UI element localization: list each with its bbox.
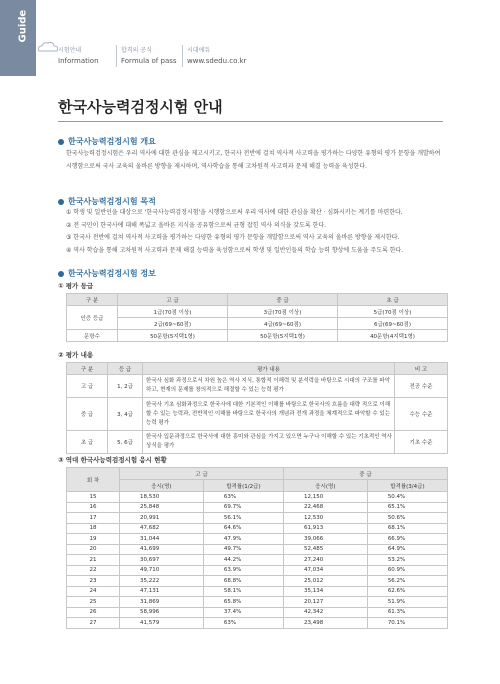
table-cell: 문항수 [67, 330, 118, 342]
page-title: 한국사능력검정시험 안내 [58, 98, 223, 116]
content-table-title: ② 평가 내용 [58, 351, 94, 359]
table-cell: 15 [67, 492, 120, 503]
table-cell: 35,134 [283, 586, 367, 597]
header-value: www.sdedu.co.kr [187, 57, 247, 65]
table-row [67, 607, 448, 618]
table-header: 중 급 [228, 294, 338, 306]
table-cell: 21 [67, 555, 120, 566]
table-row [67, 330, 448, 342]
side-tab-label: Guide [17, 9, 29, 43]
purpose-item: ③ 한국사 전반에 걸쳐 역사적 사고력을 평가하는 다양한 유형의 평가 문항을 개발함으로써 역사 교육의 올바른 방향을 제시한다. [66, 234, 400, 242]
table-cell: 56.2% [367, 576, 447, 587]
table-row [67, 555, 448, 566]
table-header: 등 급 [108, 363, 143, 375]
table-cell: 50.6% [367, 513, 447, 524]
table-cell: 41,579 [120, 618, 204, 629]
table-cell: 27,240 [283, 555, 367, 566]
side-tab [0, 0, 36, 76]
table-header: 구 분 [67, 363, 108, 375]
table-cell: 49,710 [120, 565, 204, 576]
table-cell: 중 급 [67, 398, 108, 431]
grade-table-title: ① 평가 등급 [58, 282, 94, 290]
table-cell: 52,485 [283, 544, 367, 555]
table-row [67, 618, 448, 629]
table-cell: 31,869 [120, 597, 204, 608]
table-row [67, 534, 448, 545]
table-cell: 47,682 [120, 523, 204, 534]
table-cell: 68.8% [203, 576, 283, 587]
table-cell: 39,066 [283, 534, 367, 545]
table-cell: 18 [67, 523, 120, 534]
cloud-ornament-icon [36, 40, 60, 56]
table-cell: 63% [203, 618, 283, 629]
table-header: 합격률(1/2급) [203, 480, 283, 492]
section-heading-text: 한국사능력검정시험 개요 [68, 137, 156, 146]
table-cell: 3, 4급 [108, 398, 143, 431]
table-cell: 5급(70점 이상) [338, 306, 448, 318]
table-row [67, 306, 448, 318]
table-cell: 20,991 [120, 513, 204, 524]
table-cell: 16 [67, 502, 120, 513]
header-key: 시대에듀 [187, 47, 211, 54]
table-cell: 6급(69~60점) [338, 318, 448, 330]
table-cell: 35,222 [120, 576, 204, 587]
table-cell: 20,127 [283, 597, 367, 608]
table-row [67, 375, 448, 398]
table-cell: 61,913 [283, 523, 367, 534]
table-cell: 기초 수준 [395, 431, 448, 454]
table-header: 평가 내용 [143, 363, 395, 375]
table-cell: 40문항(4지택1형) [338, 330, 448, 342]
table-cell: 25,012 [283, 576, 367, 587]
table-cell: 25 [67, 597, 120, 608]
table-cell: 2급(69~60점) [118, 318, 228, 330]
table-cell: 47,034 [283, 565, 367, 576]
table-row [67, 398, 448, 431]
table-row [67, 576, 448, 587]
bullet-icon [58, 199, 64, 205]
section-heading-text: 한국사능력검정시험 목적 [68, 197, 156, 206]
purpose-item: ① 학생 및 일반인을 대상으로 '한국사능력검정시험'을 시행함으로써 우리 역사에 대한 관심을 확산 · 심화시키는 계기를 마련한다. [66, 209, 403, 216]
table-cell: 30,697 [120, 555, 204, 566]
table-row [67, 492, 448, 503]
header-item-formula [116, 45, 177, 67]
table-cell: 44.2% [203, 555, 283, 566]
table-cell: 25,848 [120, 502, 204, 513]
table-header: 고 급 [120, 468, 284, 480]
purpose-item: ② 전 국민이 한국사에 대해 폭넓고 올바른 지식을 공유함으로써 균형 잡힌 역사 의식을 갖도록 한다. [66, 221, 327, 229]
section-overview-heading [58, 136, 156, 147]
table-cell: 4급(69~60점) [228, 318, 338, 330]
purpose-list [66, 207, 448, 257]
bullet-icon [58, 271, 64, 277]
table-header: 응시(명) [283, 480, 367, 492]
table-cell: 53.2% [367, 555, 447, 566]
table-cell: 고 급 [67, 375, 108, 398]
table-cell: 49.7% [203, 544, 283, 555]
table-cell: 12,150 [283, 492, 367, 503]
table-cell: 23,498 [283, 618, 367, 629]
content-table [66, 362, 448, 454]
table-row [67, 318, 448, 330]
section-heading-text: 한국사능력검정시험 정보 [68, 269, 156, 278]
table-cell: 47.9% [203, 534, 283, 545]
table-cell: 37.4% [203, 607, 283, 618]
table-cell: 60.9% [367, 565, 447, 576]
table-cell: 42,342 [283, 607, 367, 618]
header-key: 시험안내 [58, 47, 82, 54]
table-cell: 12,530 [283, 513, 367, 524]
page-header [58, 45, 468, 67]
table-cell: 한국사 기초 심화과정으로 한국사에 대한 기본적인 이해를 바탕으로 한국사의 흐름을 대략 적으로 이해할 수 있는 능력과, 전반적인 이해를 바탕으로 한국사의 개념과 전개 과정을 체계적으로 파악할 수 있는 능력 평가 [143, 398, 395, 431]
table-header: 합격률(3/4급) [367, 480, 447, 492]
table-cell: 23 [67, 576, 120, 587]
table-cell: 50문항(5지택1형) [118, 330, 228, 342]
table-cell: 47,131 [120, 586, 204, 597]
grade-table [66, 293, 448, 342]
table-cell: 51.9% [367, 597, 447, 608]
header-value: Information [58, 57, 99, 65]
table-cell: 22,468 [283, 502, 367, 513]
section-info-heading [58, 268, 156, 279]
table-cell: 61.3% [367, 607, 447, 618]
table-cell: 62.6% [367, 586, 447, 597]
table-cell: 50.4% [367, 492, 447, 503]
table-cell: 1, 2급 [108, 375, 143, 398]
table-cell: 22 [67, 565, 120, 576]
table-header: 비 고 [395, 363, 448, 375]
table-cell: 65.1% [367, 502, 447, 513]
table-cell: 24 [67, 586, 120, 597]
table-cell: 63% [203, 492, 283, 503]
table-cell: 69.7% [203, 502, 283, 513]
table-cell: 3급(70점 이상) [228, 306, 338, 318]
header-item-info [58, 45, 99, 67]
table-cell: 1급(70점 이상) [118, 306, 228, 318]
table-header: 응시(명) [120, 480, 204, 492]
header-key: 합격의 공식 [121, 47, 152, 54]
header-item-site [182, 45, 246, 67]
table-cell: 58.1% [203, 586, 283, 597]
table-cell: 17 [67, 513, 120, 524]
section-purpose-heading [58, 196, 156, 207]
table-row [67, 431, 448, 454]
header-value: Formula of pass [121, 57, 177, 65]
table-row [67, 544, 448, 555]
table-cell: 전공 수준 [395, 375, 448, 398]
table-row [67, 513, 448, 524]
table-cell: 인증 등급 [67, 306, 118, 330]
table-row [67, 523, 448, 534]
table-cell: 31,044 [120, 534, 204, 545]
table-cell: 65.8% [203, 597, 283, 608]
table-row [67, 597, 448, 608]
overview-text: 한국사능력검정시험은 우리 역사에 대한 관심을 제고시키고, 한국사 전반에 걸쳐 역사적 사고력을 평가하는 다양한 유형의 평가 문항을 개발하여 시행함으로써 국사 교육의 올바른 방향을 제시하며, 역사학습을 통해 고차원적 사고력과 문제 해결 능력을 육성한다. [66, 150, 441, 170]
table-header: 고 급 [118, 294, 228, 306]
table-header: 중 급 [283, 468, 447, 480]
table-cell: 26 [67, 607, 120, 618]
table-row [67, 565, 448, 576]
bullet-icon [58, 139, 64, 145]
table-cell: 20 [67, 544, 120, 555]
table-row [67, 502, 448, 513]
table-cell: 27 [67, 618, 120, 629]
table-cell: 41,699 [120, 544, 204, 555]
table-cell: 64.9% [367, 544, 447, 555]
table-cell: 19 [67, 534, 120, 545]
table-cell: 50문항(5지택1형) [228, 330, 338, 342]
table-row [67, 586, 448, 597]
table-cell: 66.9% [367, 534, 447, 545]
table-header: 회 차 [67, 468, 120, 492]
table-cell: 한국사 심화 과정으로서 차원 높은 역사 지식, 통합적 이해력 및 분석력을 바탕으로 시대의 구조를 파악하고, 현재의 문제를 창의적으로 해결할 수 있는 능력 평가 [143, 375, 395, 398]
purpose-item: ④ 역사 학습을 통해 고차원적 사고력과 문제 해결 능력을 육성함으로써 학생 및 일반인들의 학습 능력 향상에 도움을 주도록 한다. [66, 246, 404, 254]
table-cell: 초 급 [67, 431, 108, 454]
table-cell: 70.1% [367, 618, 447, 629]
table-cell: 56.1% [203, 513, 283, 524]
table-cell: 68.1% [367, 523, 447, 534]
table-cell: 63.9% [203, 565, 283, 576]
title-rule [58, 121, 443, 122]
table-cell: 5, 6급 [108, 431, 143, 454]
pass-table-title: ③ 역대 한국사능력검정시험 응시 현황 [58, 456, 167, 464]
pass-table [66, 467, 448, 629]
table-header: 초 급 [338, 294, 448, 306]
table-cell: 64.6% [203, 523, 283, 534]
table-header: 구 분 [67, 294, 118, 306]
table-cell: 수능 수준 [395, 398, 448, 431]
table-cell: 58,996 [120, 607, 204, 618]
table-cell: 한국사 입문과정으로 한국사에 대한 흥미와 관심을 가지고 있으면 누구나 이해할 수 있는 기초적인 역사 상식을 평가 [143, 431, 395, 454]
table-cell: 18,530 [120, 492, 204, 503]
